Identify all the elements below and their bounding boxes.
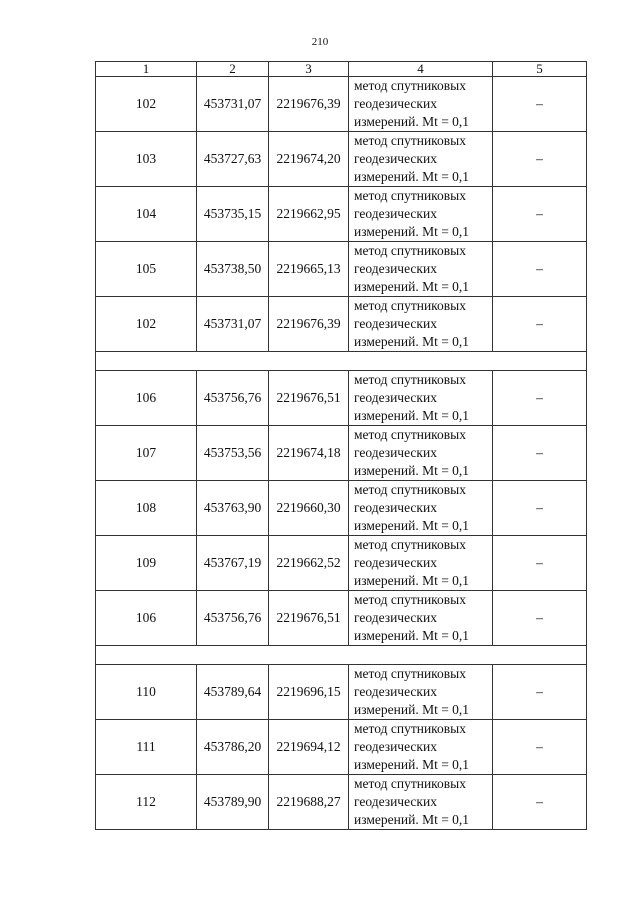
- note-cell: –: [493, 720, 587, 775]
- x-coordinate-cell: 453731,07: [197, 77, 269, 132]
- point-number-cell: 107: [96, 426, 197, 481]
- method-line: измерений. Mt = 0,1: [354, 169, 470, 184]
- table-row: [96, 187, 587, 242]
- method-line: геодезических: [354, 151, 437, 166]
- method-line: геодезических: [354, 96, 437, 111]
- y-coordinate-cell: 2219665,13: [269, 242, 349, 297]
- method-line: метод спутниковых: [354, 133, 466, 148]
- y-coordinate-cell: 2219674,18: [269, 426, 349, 481]
- point-number-cell: 106: [96, 591, 197, 646]
- y-coordinate-cell: 2219662,95: [269, 187, 349, 242]
- column-header: 2: [197, 62, 269, 77]
- point-number-cell: 105: [96, 242, 197, 297]
- method-line: метод спутниковых: [354, 592, 466, 607]
- x-coordinate-cell: 453727,63: [197, 132, 269, 187]
- table-row: [96, 297, 587, 352]
- method-line: геодезических: [354, 500, 437, 515]
- note-cell: –: [493, 481, 587, 536]
- table-row: [96, 77, 587, 132]
- y-coordinate-cell: 2219674,20: [269, 132, 349, 187]
- note-cell: –: [493, 536, 587, 591]
- method-line: метод спутниковых: [354, 427, 466, 442]
- method-line: геодезических: [354, 555, 437, 570]
- note-cell: –: [493, 297, 587, 352]
- method-line: метод спутниковых: [354, 298, 466, 313]
- column-header: 4: [349, 62, 493, 77]
- y-coordinate-cell: 2219676,39: [269, 77, 349, 132]
- y-coordinate-cell: 2219694,12: [269, 720, 349, 775]
- method-line: геодезических: [354, 794, 437, 809]
- method-line: геодезических: [354, 261, 437, 276]
- y-coordinate-cell: 2219676,51: [269, 591, 349, 646]
- y-coordinate-cell: 2219696,15: [269, 665, 349, 720]
- table-row: [96, 665, 587, 720]
- method-cell: [349, 297, 493, 352]
- method-line: измерений. Mt = 0,1: [354, 573, 470, 588]
- method-cell: [349, 132, 493, 187]
- table-row: [96, 242, 587, 297]
- table-row: [96, 720, 587, 775]
- y-coordinate-cell: 2219676,39: [269, 297, 349, 352]
- method-line: геодезических: [354, 684, 437, 699]
- method-line: метод спутниковых: [354, 721, 466, 736]
- column-header: 5: [493, 62, 587, 77]
- method-cell: [349, 665, 493, 720]
- method-line: измерений. Mt = 0,1: [354, 628, 470, 643]
- method-line: измерений. Mt = 0,1: [354, 334, 470, 349]
- method-cell: [349, 371, 493, 426]
- method-line: измерений. Mt = 0,1: [354, 463, 470, 478]
- section-separator-cell: [96, 646, 587, 665]
- method-cell: [349, 720, 493, 775]
- method-line: метод спутниковых: [354, 666, 466, 681]
- method-line: геодезических: [354, 445, 437, 460]
- column-header: 1: [96, 62, 197, 77]
- method-line: измерений. Mt = 0,1: [354, 279, 470, 294]
- method-line: метод спутниковых: [354, 188, 466, 203]
- method-line: метод спутниковых: [354, 78, 466, 93]
- y-coordinate-cell: 2219676,51: [269, 371, 349, 426]
- note-cell: –: [493, 426, 587, 481]
- note-cell: –: [493, 665, 587, 720]
- x-coordinate-cell: 453731,07: [197, 297, 269, 352]
- x-coordinate-cell: 453753,56: [197, 426, 269, 481]
- table-row: [96, 371, 587, 426]
- point-number-cell: 111: [96, 720, 197, 775]
- method-cell: [349, 242, 493, 297]
- section-separator-row: [96, 352, 587, 371]
- point-number-cell: 110: [96, 665, 197, 720]
- method-line: геодезических: [354, 316, 437, 331]
- point-number-cell: 104: [96, 187, 197, 242]
- table-row: [96, 132, 587, 187]
- method-line: геодезических: [354, 739, 437, 754]
- method-line: геодезических: [354, 206, 437, 221]
- x-coordinate-cell: 453789,90: [197, 775, 269, 830]
- method-line: геодезических: [354, 390, 437, 405]
- x-coordinate-cell: 453756,76: [197, 591, 269, 646]
- method-cell: [349, 481, 493, 536]
- method-line: метод спутниковых: [354, 243, 466, 258]
- note-cell: –: [493, 132, 587, 187]
- x-coordinate-cell: 453756,76: [197, 371, 269, 426]
- section-separator-row: [96, 646, 587, 665]
- table-row: [96, 426, 587, 481]
- point-number-cell: 102: [96, 297, 197, 352]
- x-coordinate-cell: 453789,64: [197, 665, 269, 720]
- method-line: измерений. Mt = 0,1: [354, 114, 470, 129]
- table-row: [96, 481, 587, 536]
- column-header: 3: [269, 62, 349, 77]
- method-line: метод спутниковых: [354, 372, 466, 387]
- point-number-cell: 108: [96, 481, 197, 536]
- note-cell: –: [493, 775, 587, 830]
- page-number: 210: [311, 36, 329, 48]
- method-cell: [349, 77, 493, 132]
- y-coordinate-cell: 2219662,52: [269, 536, 349, 591]
- point-number-cell: 103: [96, 132, 197, 187]
- y-coordinate-cell: 2219688,27: [269, 775, 349, 830]
- x-coordinate-cell: 453738,50: [197, 242, 269, 297]
- table-row: [96, 536, 587, 591]
- point-number-cell: 102: [96, 77, 197, 132]
- note-cell: –: [493, 242, 587, 297]
- y-coordinate-cell: 2219660,30: [269, 481, 349, 536]
- note-cell: –: [493, 77, 587, 132]
- method-line: метод спутниковых: [354, 482, 466, 497]
- table-row: [96, 591, 587, 646]
- method-line: измерений. Mt = 0,1: [354, 408, 470, 423]
- coordinates-table: [95, 61, 587, 830]
- method-line: измерений. Mt = 0,1: [354, 812, 470, 827]
- x-coordinate-cell: 453763,90: [197, 481, 269, 536]
- note-cell: –: [493, 371, 587, 426]
- method-cell: [349, 187, 493, 242]
- x-coordinate-cell: 453735,15: [197, 187, 269, 242]
- table-row: [96, 775, 587, 830]
- section-separator-cell: [96, 352, 587, 371]
- method-line: измерений. Mt = 0,1: [354, 518, 470, 533]
- method-cell: [349, 426, 493, 481]
- method-cell: [349, 536, 493, 591]
- method-line: измерений. Mt = 0,1: [354, 702, 470, 717]
- table-body: [96, 62, 587, 830]
- method-line: геодезических: [354, 610, 437, 625]
- method-cell: [349, 591, 493, 646]
- note-cell: –: [493, 591, 587, 646]
- point-number-cell: 106: [96, 371, 197, 426]
- note-cell: –: [493, 187, 587, 242]
- table-header-row: [96, 62, 587, 77]
- method-line: измерений. Mt = 0,1: [354, 757, 470, 772]
- point-number-cell: 109: [96, 536, 197, 591]
- x-coordinate-cell: 453786,20: [197, 720, 269, 775]
- point-number-cell: 112: [96, 775, 197, 830]
- method-cell: [349, 775, 493, 830]
- method-line: метод спутниковых: [354, 776, 466, 791]
- x-coordinate-cell: 453767,19: [197, 536, 269, 591]
- method-line: метод спутниковых: [354, 537, 466, 552]
- method-line: измерений. Mt = 0,1: [354, 224, 470, 239]
